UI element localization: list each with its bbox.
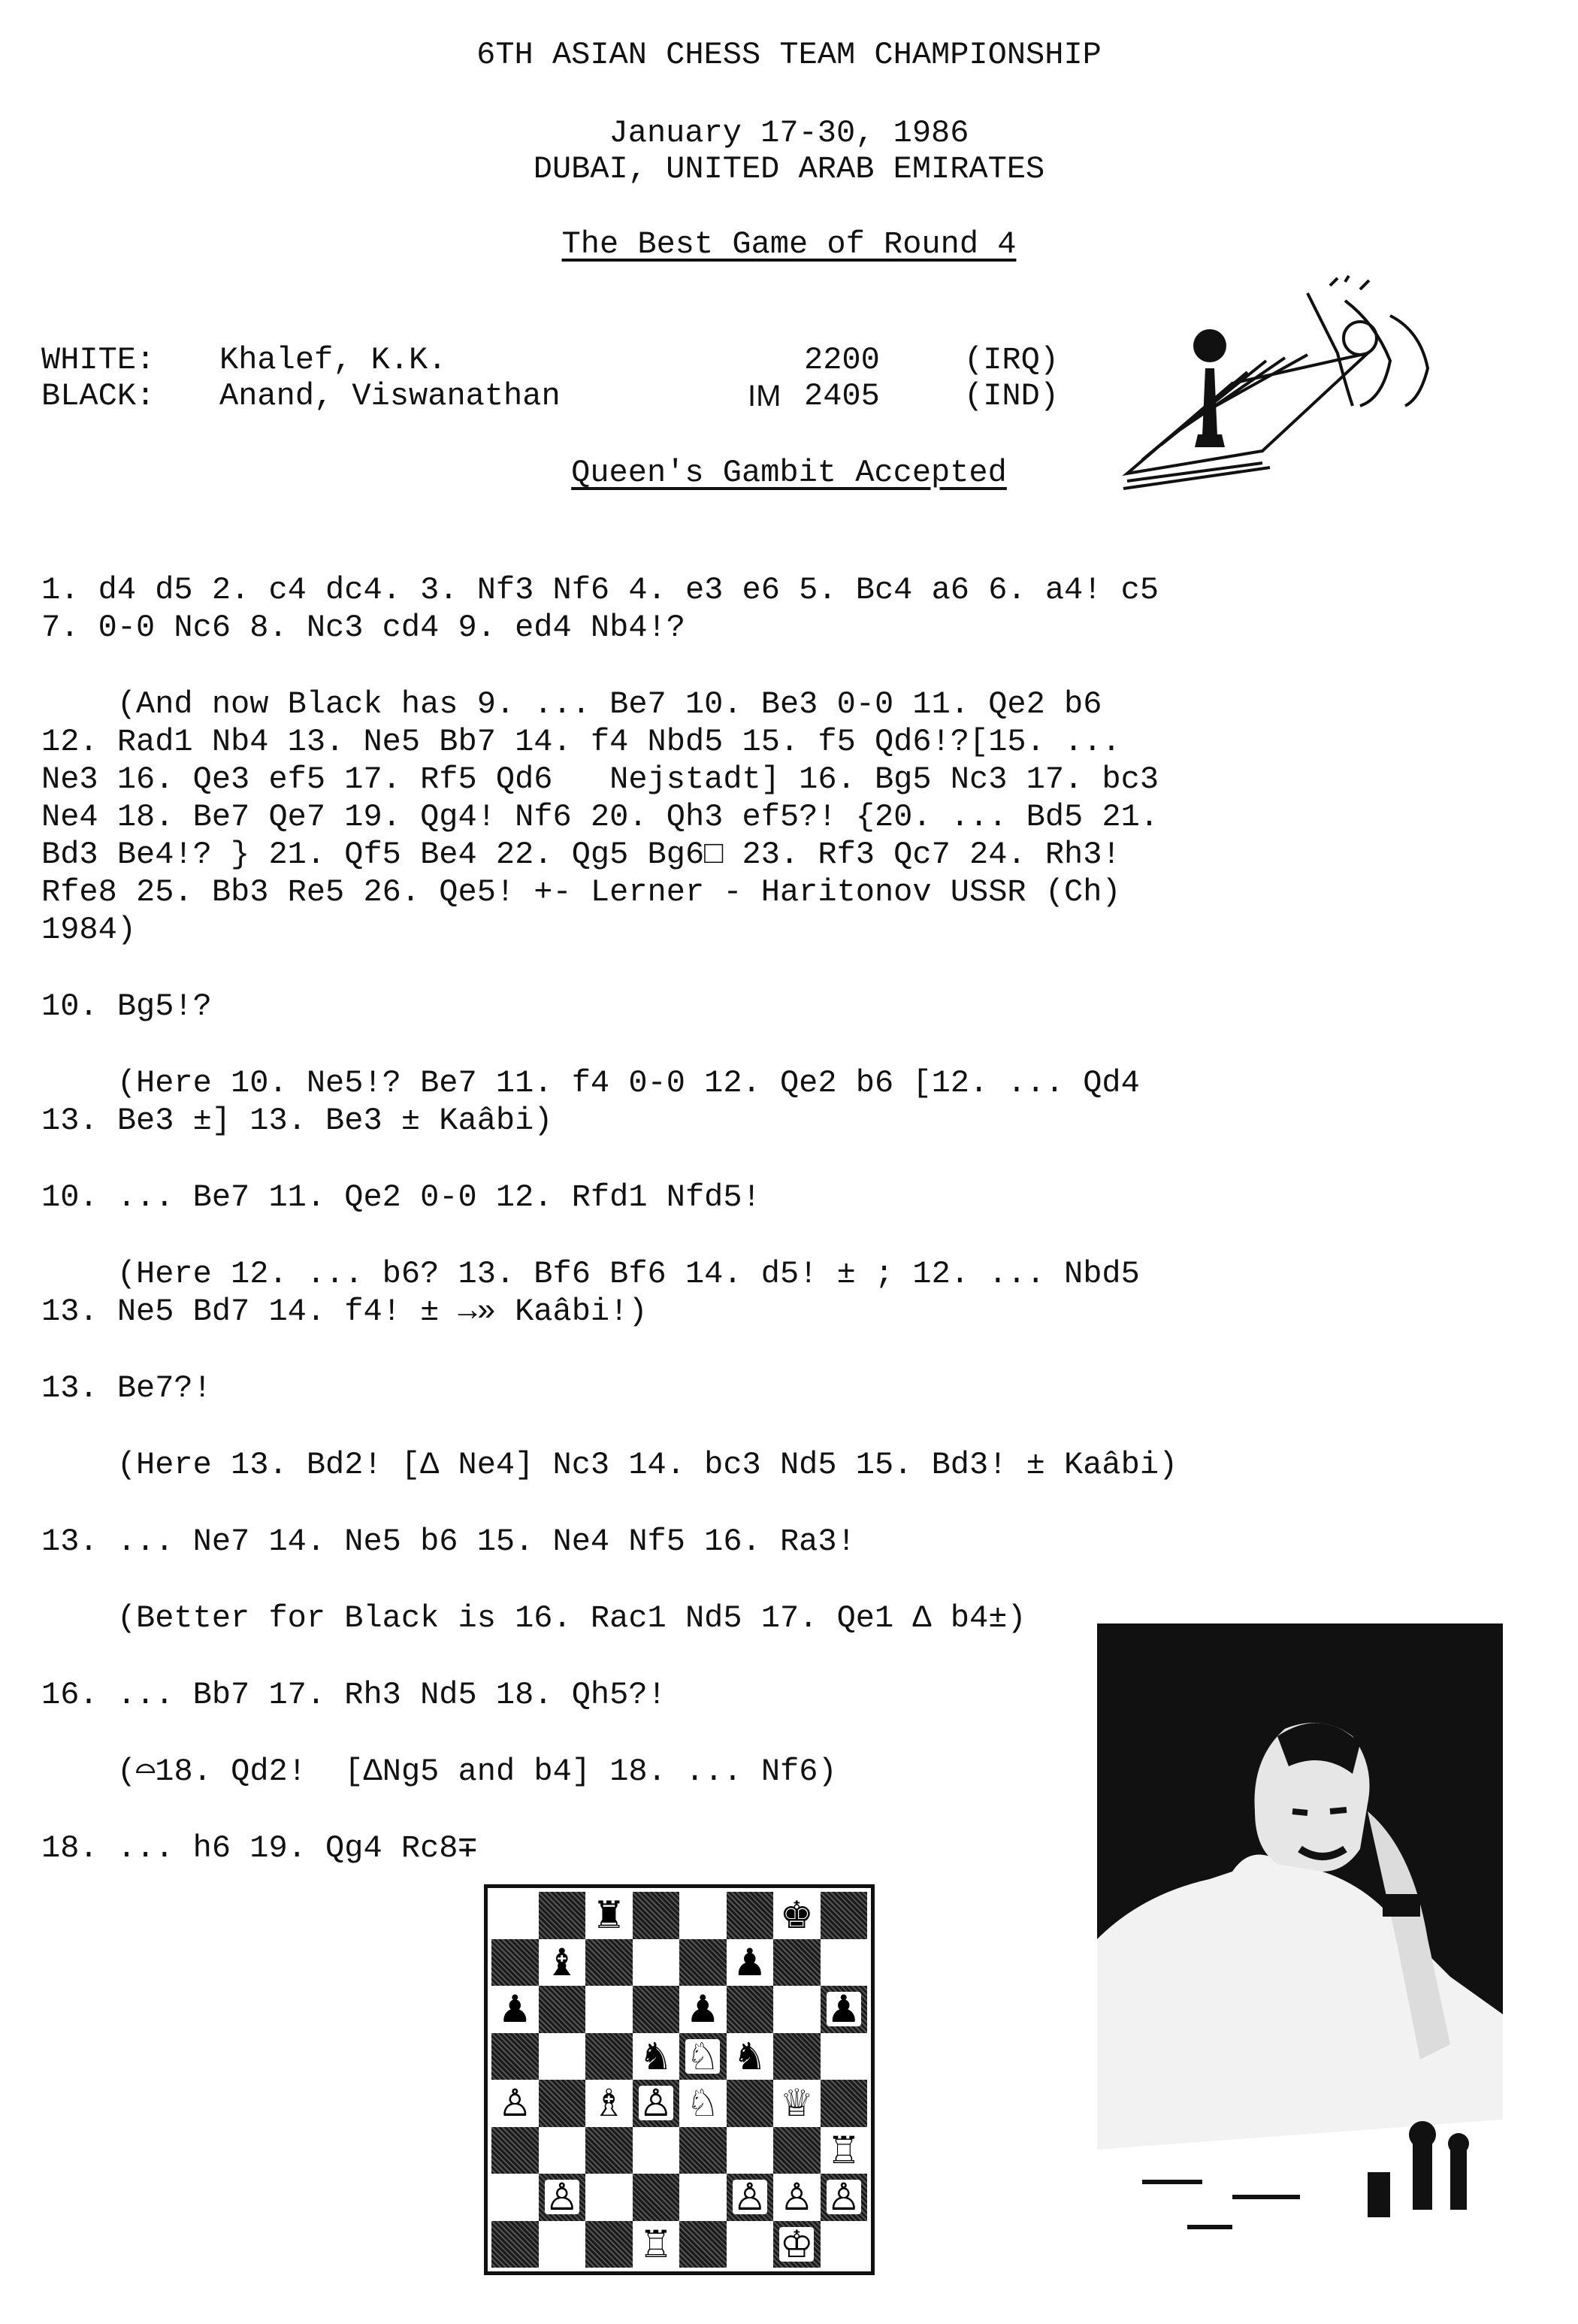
board-square [773,2174,821,2221]
chess-piece: ♘ [685,2034,720,2078]
black-name: Anand, Viswanathan [219,378,561,414]
board-square [727,2174,774,2221]
board-square [585,1939,633,1987]
chess-piece: ♙ [733,2175,767,2220]
board-square [491,2127,539,2174]
section-title: The Best Game of Round 4 [561,226,1017,262]
board-square [585,2221,633,2268]
black-country: (IND) [964,378,1060,414]
board-square [491,2174,539,2221]
board-square [773,1986,821,2033]
annotation-line: 1984) [41,912,137,948]
board-square [773,2080,821,2127]
board-square [585,1986,633,2033]
board-square [633,1892,680,1939]
board-square [821,1939,868,1987]
board-square [773,2127,821,2174]
move-line: 7. 0-0 Nc6 8. Nc3 cd4 9. ed4 Nb4!? [41,610,685,646]
annotation-line: 13. Be3 ±] 13. Be3 ± Kaâbi) [41,1103,553,1139]
board-square [585,1892,633,1939]
board-square [679,1892,727,1939]
board-square [727,2127,774,2174]
annotation-line: (Here 13. Bd2! [Δ Ne4] Nc3 14. bc3 Nd5 15. Bd3! ± Kaâbi) [41,1447,1178,1483]
annotation-line: (Here 10. Ne5!? Be7 11. f4 0-0 12. Qe2 b6 [12. ... Qd4 [41,1065,1140,1101]
board-square [633,2174,680,2221]
move-line: 13. ... Ne7 14. Ne5 b6 15. Ne4 Nf5 16. Ra3! [41,1524,856,1560]
move-line: 13. Be7?! [41,1370,212,1406]
chess-piece: ♖ [827,2128,861,2172]
board-square [727,2080,774,2127]
board-square [585,2080,633,2127]
event-title: 6TH ASIAN CHESS TEAM CHAMPIONSHIP [476,37,1102,73]
chess-piece: ♟ [827,1987,861,2032]
board-square [679,2127,727,2174]
move-line: 10. ... Be7 11. Qe2 0-0 12. Rfd1 Nfd5! [41,1179,761,1215]
board-square [821,2080,868,2127]
board-square [679,2174,727,2221]
board-square [491,1986,539,2033]
board-square [539,2127,586,2174]
board-square [633,2127,680,2174]
annotation-line: Ne3 16. Qe3 ef5 17. Rf5 Qd6 Nejstadt] 16. Bg5 Nc3 17. bc3 [41,761,1159,797]
board-square [585,2033,633,2080]
board-square [539,1892,586,1939]
board-square [821,1892,868,1939]
board-square [773,2033,821,2080]
chess-piece: ♞ [733,2034,767,2078]
board-square [539,1986,586,2033]
white-label: WHITE: [41,342,156,378]
annotation-line: Bd3 Be4!? } 21. Qf5 Be4 22. Qg5 Bg6□ 23. Rf3 Qc7 24. Rh3! [41,837,1121,873]
opening-name: Queen's Gambit Accepted [571,455,1007,491]
chess-board-grid [491,1892,867,2268]
chess-piece: ♞ [639,2034,673,2078]
board-square [539,1939,586,1987]
chess-piece: ♖ [639,2222,673,2266]
chess-diagram [484,1884,875,2275]
chess-piece: ♙ [779,2175,814,2220]
board-square [773,1939,821,1987]
board-square [821,2127,868,2174]
chess-piece: ♚ [779,1893,814,1938]
annotation-line: Rfe8 25. Bb3 Re5 26. Qe5! +- Lerner - Haritonov USSR (Ch) [41,874,1121,910]
chess-piece: ♕ [779,2081,814,2126]
white-rating: 2200 [804,342,880,378]
chess-piece: ♝ [545,1940,579,1984]
board-square [821,2033,868,2080]
annotation-line: (⌓18. Qd2! [ΔNg5 and b4] 18. ... Nf6) [41,1754,837,1790]
chess-piece: ♙ [827,2175,861,2220]
black-label: BLACK: [41,378,156,414]
board-square [773,1892,821,1939]
board-square [679,2033,727,2080]
event-dates: January 17-30, 1986 [609,115,969,151]
chess-sketch-illustration [1120,271,1443,496]
black-rating: 2405 [804,378,880,414]
chess-piece: ♗ [591,2081,626,2126]
board-square [539,2080,586,2127]
annotation-line: 12. Rad1 Nb4 13. Ne5 Bb7 14. f4 Nbd5 15. f5 Qd6!?[15. ... [41,724,1121,760]
move-line: 18. ... h6 19. Qg4 Rc8∓ [41,1830,477,1866]
chess-piece: ♔ [779,2222,814,2266]
chess-piece: ♟ [685,1987,720,2032]
annotation-line: 13. Ne5 Bd7 14. f4! ± →» Kaâbi!) [41,1294,648,1330]
board-square [491,2221,539,2268]
board-square [679,2080,727,2127]
board-square [727,1939,774,1987]
move-line: 16. ... Bb7 17. Rh3 Nd5 18. Qh5?! [41,1677,667,1713]
event-location: DUBAI, UNITED ARAB EMIRATES [533,151,1045,187]
board-square [679,1939,727,1987]
chess-piece: ♙ [545,2175,579,2220]
board-square [679,2221,727,2268]
annotation-line: Ne4 18. Be7 Qe7 19. Qg4! Nf6 20. Qh3 ef5?! {20. ... Bd5 21. [41,799,1159,835]
chess-piece: ♘ [685,2081,720,2126]
chess-piece: ♙ [497,2081,532,2126]
board-square [727,1892,774,1939]
board-square [633,2033,680,2080]
black-title: IM [748,380,781,413]
board-square [633,2221,680,2268]
annotation-line: (Better for Black is 16. Rac1 Nd5 17. Qe1 Δ b4±) [41,1600,1026,1636]
chess-piece: ♜ [591,1893,626,1938]
board-square [727,2221,774,2268]
board-square [633,1939,680,1987]
board-square [821,2174,868,2221]
chess-piece: ♙ [639,2081,673,2126]
board-square [539,2221,586,2268]
board-square [821,1986,868,2033]
move-line: 10. Bg5!? [41,988,212,1024]
board-square [821,2221,868,2268]
annotation-line: (Here 12. ... b6? 13. Bf6 Bf6 14. d5! ± ; 12. ... Nbd5 [41,1256,1140,1292]
board-square [585,2127,633,2174]
move-line: 1. d4 d5 2. c4 dc4. 3. Nf3 Nf6 4. e3 e6 5. Bc4 a6 6. a4! c5 [41,572,1159,608]
chess-piece: ♟ [733,1940,767,1984]
board-square [633,2080,680,2127]
annotation-line: (And now Black has 9. ... Be7 10. Be3 0-0 11. Qe2 b6 [41,686,1102,722]
board-square [633,1986,680,2033]
player-photo [1097,1623,1503,2270]
board-square [585,2174,633,2221]
board-square [773,2221,821,2268]
chess-piece: ♟ [497,1987,532,2032]
board-square [491,1892,539,1939]
board-square [679,1986,727,2033]
board-square [727,1986,774,2033]
white-name: Khalef, K.K. [219,342,447,378]
board-square [727,2033,774,2080]
board-square [491,2080,539,2127]
board-square [491,1939,539,1987]
white-country: (IRQ) [964,342,1060,378]
board-square [491,2033,539,2080]
board-square [539,2033,586,2080]
board-square [539,2174,586,2221]
